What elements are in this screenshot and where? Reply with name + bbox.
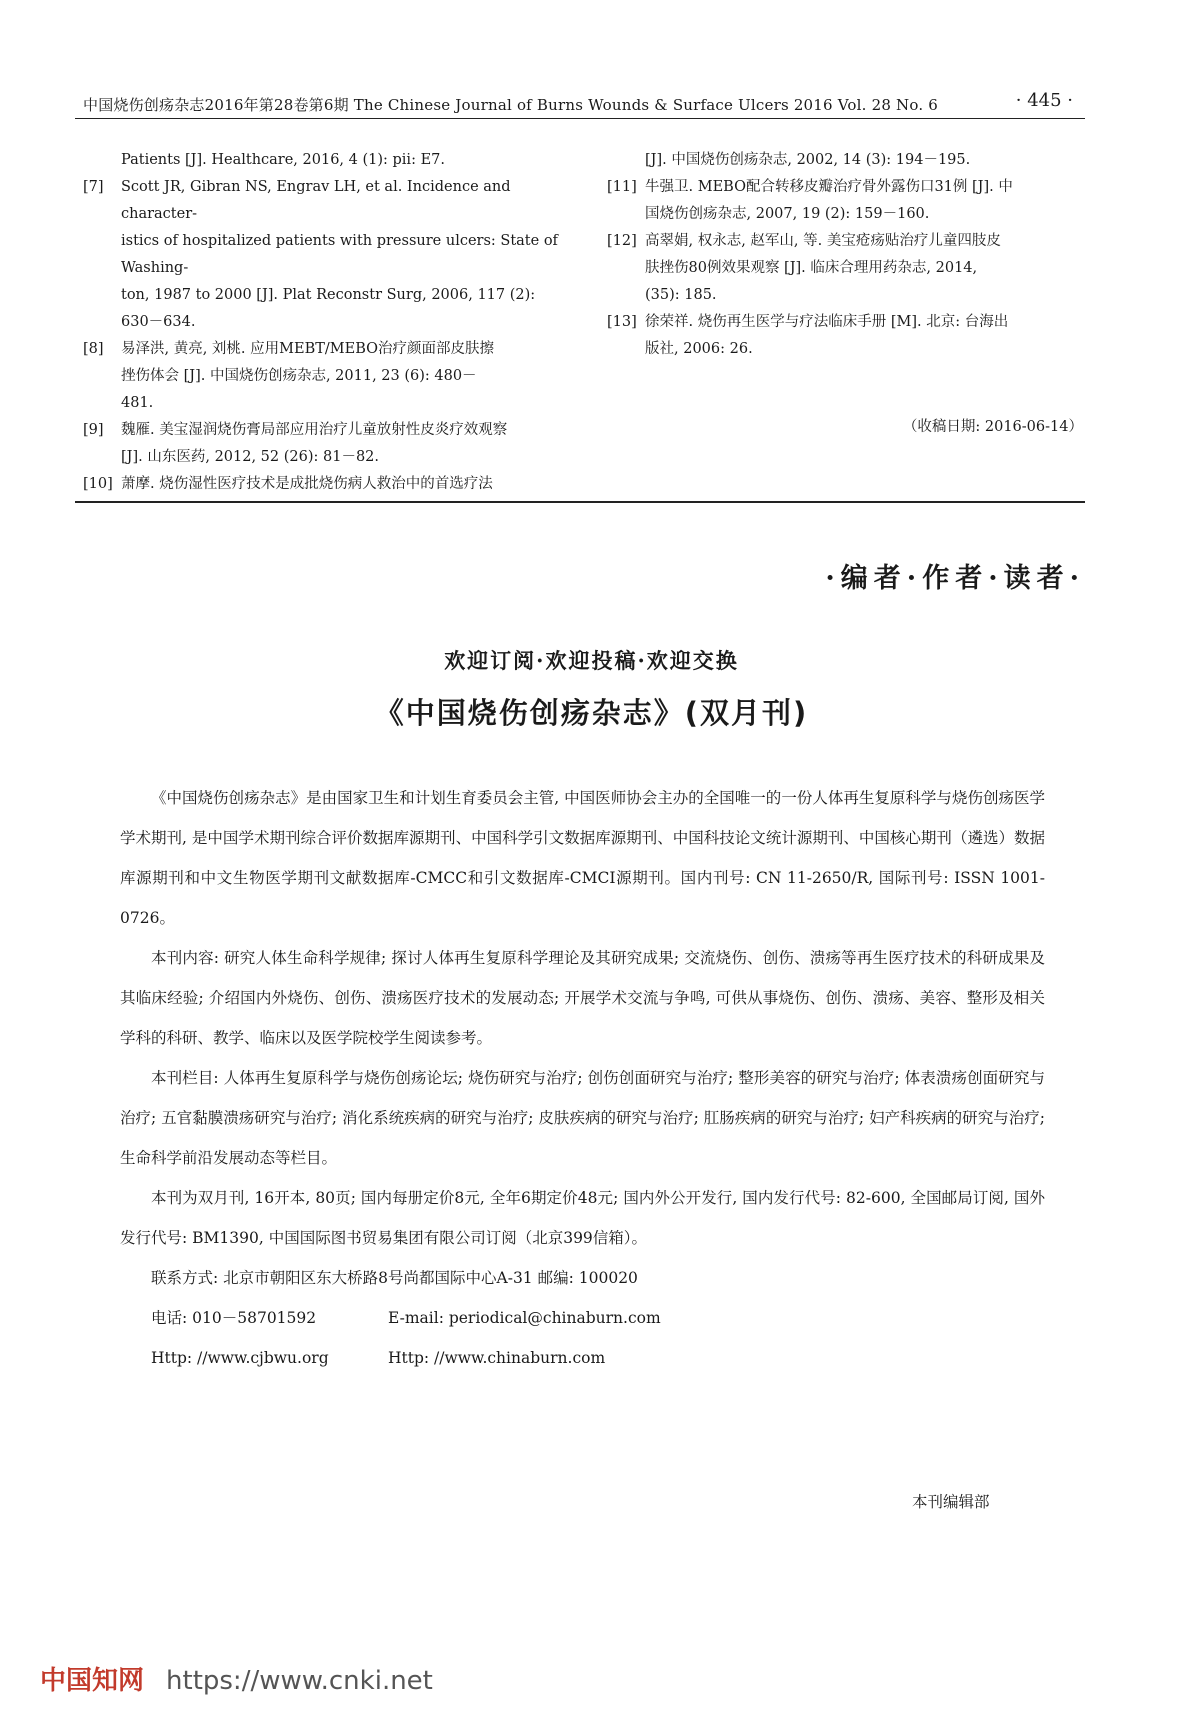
reference-number: [10] bbox=[83, 476, 113, 492]
subscription-paragraph: 本刊为双月刊, 16开本, 80页; 国内每册定价8元, 全年6期定价48元; 国内外公开发行, 国内发行代号: 82-600, 全国邮局订阅, 国外发行代号: BM1390, 中国国际图书贸易集团有限公司订阅（北京399信箱）。 bbox=[120, 1189, 1045, 1247]
reference-item: Patients [J]. Healthcare, 2016, 4 (1): pii: E7. bbox=[121, 152, 445, 168]
contact-web-row bbox=[120, 1338, 1045, 1378]
running-header: 中国烧伤创疡杂志2016年第28卷第6期 The Chinese Journal of Burns Wounds & Surface Ulcers 2016 Vol. 28 No. 6 bbox=[83, 96, 939, 114]
section-title: ·编者·作者·读者· bbox=[825, 563, 1085, 594]
contact-website-1: Http: //www.cjbwu.org bbox=[151, 1349, 329, 1367]
reference-item: [9] 魏雁. 美宝湿润烧伤膏局部应用治疗儿童放射性皮炎疗效观察 [J]. 山东医药, 2012, 52 (26): 81－82. bbox=[83, 417, 578, 471]
page-number: · 445 · bbox=[1015, 90, 1073, 111]
cnki-watermark bbox=[40, 1660, 433, 1697]
section-separator bbox=[75, 501, 1085, 503]
contact-phone-email-row bbox=[120, 1298, 1045, 1338]
columns-paragraph: 本刊栏目: 人体再生复原科学与烧伤创疡论坛; 烧伤研究与治疗; 创伤创面研究与治疗; 整形美容的研究与治疗; 体表溃疡创面研究与治疗; 五官黏膜溃疡研究与治疗; 消化系统疾病的研究与治疗; 皮肤疾病的研究与治疗; 肛肠疾病的研究与治疗; 妇产科疾病的研究与治疗; 生命科学前沿发展动态等栏目。 bbox=[120, 1069, 1045, 1167]
reference-item: [10] 萧摩. 烧伤湿性医疗技术是成批烧伤病人救治中的首选疗法 bbox=[83, 471, 578, 498]
contact-website-2: Http: //www.chinaburn.com bbox=[388, 1349, 606, 1367]
contact-phone: 电话: 010－58701592 bbox=[151, 1309, 317, 1327]
watermark-url: https://www.cnki.net bbox=[166, 1666, 433, 1696]
contact-address: 联系方式: 北京市朝阳区东大桥路8号尚都国际中心A-31 邮编: 100020 bbox=[151, 1269, 638, 1287]
welcome-heading: 欢迎订阅·欢迎投稿·欢迎交换 bbox=[444, 648, 739, 673]
reference-item: [8] 易泽洪, 黄亮, 刘桃. 应用MEBT/MEBO治疗颜面部皮肤擦 挫伤体会 [J]. 中国烧伤创疡杂志, 2011, 23 (6): 480－ 481. bbox=[83, 336, 578, 417]
reference-number: [7] bbox=[83, 179, 104, 195]
announcement-body bbox=[120, 778, 1045, 1378]
reference-number: [9] bbox=[83, 422, 104, 438]
journal-title: 《中国烧伤创疡杂志》(双月刊) bbox=[374, 696, 809, 730]
reference-item: [J]. 中国烧伤创疡杂志, 2002, 14 (3): 194－195. bbox=[645, 152, 971, 168]
reference-number: [8] bbox=[83, 341, 104, 357]
received-date: （收稿日期: 2016-06-14） bbox=[902, 419, 1083, 435]
intro-paragraph: 《中国烧伤创疡杂志》是由国家卫生和计划生育委员会主管, 中国医师协会主办的全国唯一的一份人体再生复原科学与烧伤创疡医学学术期刊, 是中国学术期刊综合评价数据库源期刊、中国科学引文数据库源期刊、中国科技论文统计源期刊、中国核心期刊（遴选）数据库源期刊和中文生物医学期刊文献数据库-CMCC和引文数据库-CMCI源期刊。国内刊号: CN 11-2650/R, 国际刊号: ISSN 1001-0726。 bbox=[120, 789, 1045, 927]
editorial-signature: 本刊编辑部 bbox=[912, 1493, 990, 1511]
reference-number: [13] bbox=[607, 314, 637, 330]
reference-item: [7] Scott JR, Gibran NS, Engrav LH, et al. Incidence and character- istics of hospitalized patients with pressure ulcers: State of Washing- ton, 1987 to 2000 [J]. Plat Reconstr Surg, 2006, 117 (2): 630－634. bbox=[83, 174, 578, 336]
references-right-column bbox=[607, 147, 1085, 363]
reference-item: [12] 高翠娟, 权永志, 赵军山, 等. 美宝疮疡贴治疗儿童四肢皮 肤挫伤80例效果观察 [J]. 临床合理用药杂志, 2014, (35): 185. bbox=[607, 228, 1085, 309]
content-paragraph: 本刊内容: 研究人体生命科学规律; 探讨人体再生复原科学理论及其研究成果; 交流烧伤、创伤、溃疡等再生医疗技术的科研成果及其临床经验; 介绍国内外烧伤、创伤、溃疡医疗技术的发展动态; 开展学术交流与争鸣, 可供从事烧伤、创伤、溃疡、美容、整形及相关学科的科研、教学、临床以及医学院校学生阅读参考。 bbox=[120, 949, 1045, 1047]
reference-number: [11] bbox=[607, 179, 637, 195]
reference-item: [13] 徐荣祥. 烧伤再生医学与疗法临床手册 [M]. 北京: 台海出 版社, 2006: 26. bbox=[607, 309, 1085, 363]
references-left-column bbox=[83, 147, 578, 498]
contact-email: E-mail: periodical@chinaburn.com bbox=[388, 1309, 661, 1327]
reference-item: [11] 牛强卫. MEBO配合转移皮瓣治疗骨外露伤口31例 [J]. 中 国烧伤创疡杂志, 2007, 19 (2): 159－160. bbox=[607, 174, 1085, 228]
reference-number: [12] bbox=[607, 233, 637, 249]
watermark-name: 中国知网 bbox=[40, 1666, 145, 1696]
header-rule bbox=[75, 118, 1085, 119]
